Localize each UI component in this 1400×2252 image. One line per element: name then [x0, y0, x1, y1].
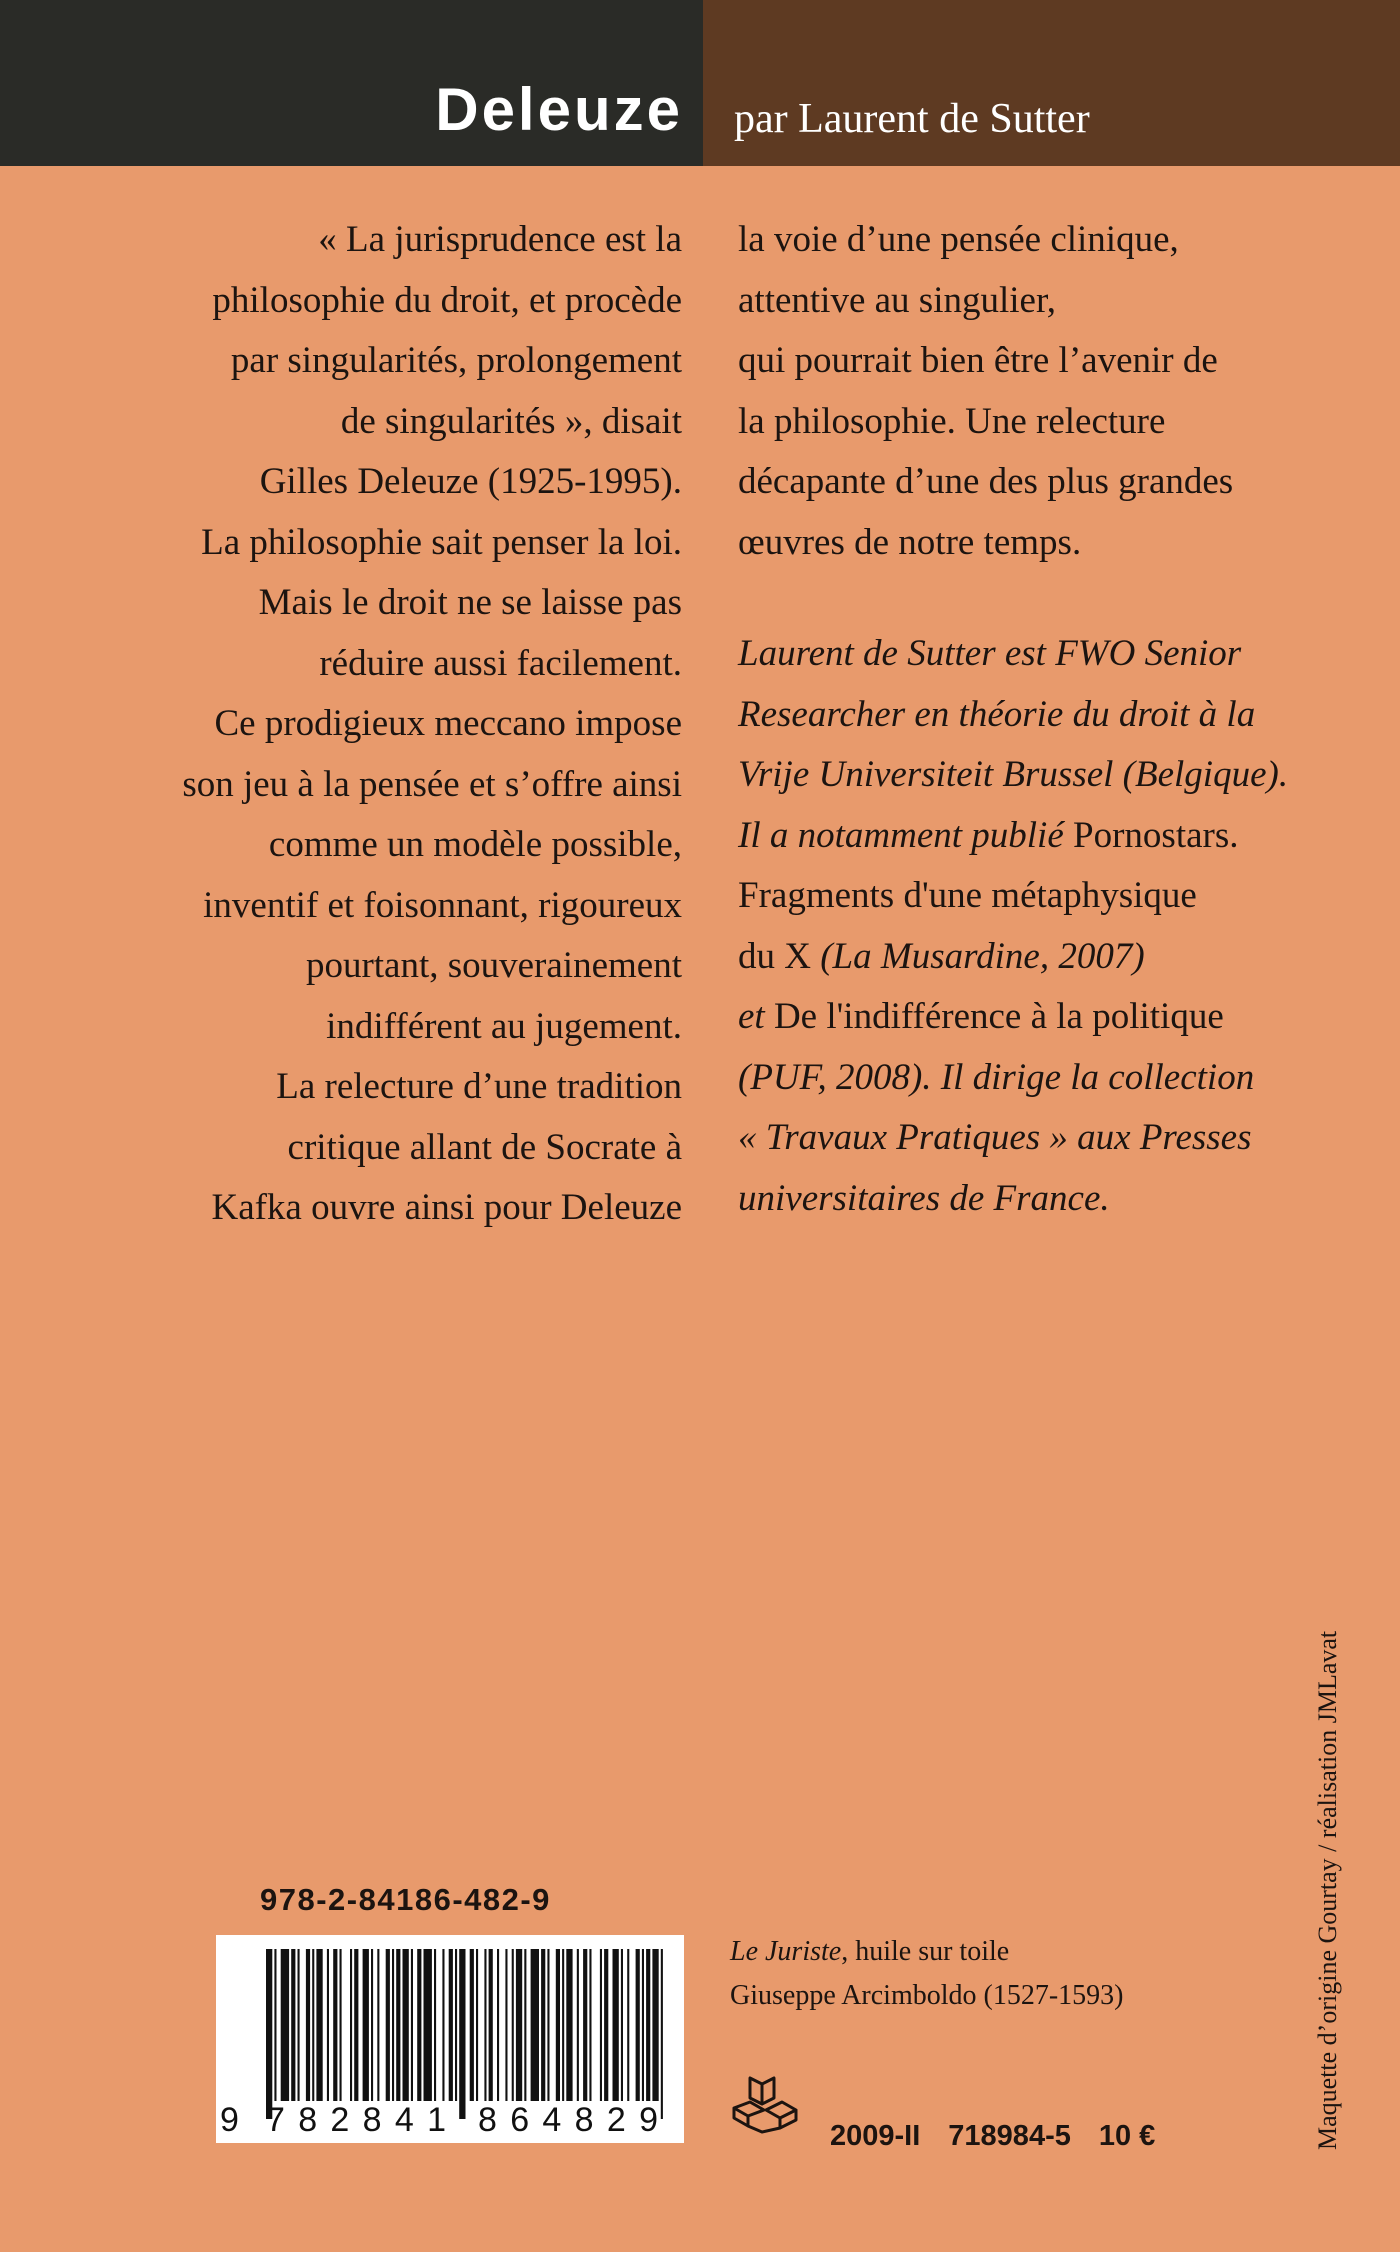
- barcode-bar: [470, 1949, 474, 2101]
- bio-line: [738, 806, 1338, 867]
- barcode-bar: [291, 1949, 295, 2101]
- barcode-bar: [512, 1949, 514, 2101]
- isbn-number: 978-2-84186-482-9: [260, 1882, 551, 1917]
- blurb-line: critique allant de Socrate à: [287, 1126, 682, 1168]
- blurb-line: pourtant, souverainement: [305, 945, 682, 986]
- bio-line: [738, 987, 1338, 1048]
- barcode-bar: [274, 1949, 276, 2101]
- barcode-bar: [621, 1949, 623, 2101]
- barcode-bar: [350, 1949, 352, 2101]
- blurb-line: de singularités », disait: [340, 400, 682, 442]
- blurb-line: la voie d’une pensée clinique,: [738, 219, 1179, 260]
- blurb-line: inventif et foisonnant, rigoureux: [203, 884, 682, 926]
- painting-artist: Giuseppe Arcimboldo (1527-1593): [730, 1980, 1124, 2011]
- blurb-line: comme un modèle possible,: [268, 824, 682, 865]
- author-byline: par Laurent de Sutter: [734, 96, 1090, 142]
- barcode-bar: [442, 1949, 444, 2101]
- edition-codes: [830, 2120, 1155, 2153]
- barcode-bar: [316, 1949, 322, 2101]
- barcode-bar: [531, 1949, 539, 2101]
- barcode-bar: [411, 1949, 413, 2101]
- header-right-block: [703, 0, 1400, 166]
- barcode-bar: [340, 1949, 342, 2101]
- stacked-books-logo-icon: [726, 2072, 804, 2147]
- barcode-bar: [266, 1949, 272, 2119]
- barcode-bar: [505, 1949, 507, 2101]
- header-left-block: [0, 0, 703, 166]
- barcode-bar: [306, 1949, 310, 2101]
- bio-book-title: Pornostars.: [1073, 814, 1239, 856]
- bio-fragment: Il a notamment publié: [738, 814, 1064, 856]
- barcode-bar: [424, 1949, 432, 2101]
- bio-line: (PUF, 2008). Il dirige la collection: [738, 1056, 1255, 1098]
- barcode-bar: [600, 1949, 602, 2101]
- barcode-bar: [354, 1949, 358, 2101]
- barcode-graphic: [216, 1935, 684, 2143]
- barcode-bar: [497, 1949, 499, 2101]
- barcode-bar: [661, 1949, 663, 2119]
- barcode: [216, 1935, 684, 2143]
- bio-line: universitaires de France.: [738, 1177, 1110, 1219]
- barcode-bar: [298, 1949, 300, 2101]
- barcode-bar: [396, 1949, 400, 2101]
- barcode-bar: [652, 1949, 658, 2101]
- barcode-bar: [646, 1949, 650, 2101]
- barcode-bar: [547, 1949, 549, 2101]
- barcode-bar: [566, 1949, 572, 2101]
- caption-line: [730, 1930, 1124, 1974]
- barcode-bar: [484, 1949, 486, 2101]
- barcode-bar: [371, 1949, 373, 2101]
- bio-line: Fragments d'une métaphysique: [738, 875, 1197, 916]
- header-band: [0, 0, 1400, 166]
- barcode-bar: [312, 1949, 314, 2101]
- barcode-bar: [489, 1949, 493, 2101]
- bio-fragment: du X: [738, 935, 811, 977]
- barcode-bar: [627, 1949, 629, 2101]
- bio-line: Laurent de Sutter est FWO Senior: [738, 633, 1242, 674]
- barcode-bar: [476, 1949, 478, 2101]
- blurb-line: réduire aussi facilement.: [319, 642, 682, 684]
- barcode-bar: [642, 1949, 644, 2101]
- bio-line: « Travaux Pratiques » aux Presses: [738, 1117, 1252, 1158]
- blurb-line: par singularités, prolongement: [230, 340, 682, 381]
- blurb-line: Mais le droit ne se laisse pas: [258, 582, 682, 623]
- edition-code: 2009-II: [830, 2120, 921, 2152]
- barcode-bar: [333, 1949, 337, 2101]
- reference-code: 718984-5: [948, 2120, 1071, 2152]
- blurb-left-column: [110, 210, 682, 1239]
- cover-image-caption: [730, 1930, 1124, 2018]
- blurb-line: Kafka ouvre ainsi pour Deleuze: [211, 1187, 682, 1228]
- bio-fragment: et: [738, 996, 765, 1037]
- barcode-bar: [613, 1949, 619, 2101]
- barcode-bar: [589, 1949, 591, 2101]
- blurb-line: attentive au singulier,: [738, 279, 1057, 321]
- blurb-line: Ce prodigieux meccano impose: [214, 703, 682, 744]
- barcode-bar: [577, 1949, 579, 2101]
- design-credits: Maquette d’origine Gourtay / réalisation JMLavat: [1313, 1630, 1342, 2150]
- blurb-line: indifférent au jugement.: [326, 1005, 682, 1047]
- barcode-bar: [459, 1949, 465, 2119]
- bio-publisher: (La Musardine, 2007): [820, 935, 1145, 977]
- bio-book-title: De l'indifférence à la politique: [773, 996, 1224, 1037]
- author-bio: [738, 624, 1338, 1229]
- book-title: Deleuze: [435, 76, 683, 143]
- bio-line: Vrije Universiteit Brussel (Belgique).: [738, 754, 1289, 795]
- barcode-bar: [386, 1949, 390, 2101]
- blurb-line: « La jurisprudence est la: [318, 219, 682, 260]
- barcode-bar: [377, 1949, 379, 2101]
- blurb-line: la philosophie. Une relecture: [738, 400, 1166, 442]
- painting-medium: , huile sur toile: [841, 1936, 1010, 1967]
- blurb-line: œuvres de notre temps.: [738, 521, 1082, 563]
- blurb-right-column: [738, 210, 1338, 1229]
- barcode-bar: [604, 1949, 608, 2101]
- blurb-line: décapante d’une des plus grandes: [738, 461, 1234, 502]
- barcode-bar: [392, 1949, 394, 2101]
- blurb-line: Gilles Deleuze (1925-1995).: [259, 461, 682, 502]
- barcode-bar: [449, 1949, 453, 2101]
- price: 10 €: [1098, 2120, 1156, 2152]
- barcode-bar: [403, 1949, 409, 2101]
- barcode-bar: [583, 1949, 587, 2101]
- barcode-bar: [556, 1949, 560, 2101]
- barcode-bar: [516, 1949, 522, 2101]
- barcode-bar: [562, 1949, 564, 2101]
- barcode-bar: [363, 1949, 369, 2101]
- barcode-first-digit: 9: [220, 2101, 239, 2139]
- barcode-bar: [524, 1949, 526, 2101]
- barcode-left-digits: 782841: [266, 2101, 446, 2139]
- blurb-line: son jeu à la pensée et s’offre ainsi: [182, 763, 682, 805]
- barcode-bar: [434, 1949, 436, 2101]
- painting-title: Le Juriste: [730, 1936, 842, 1967]
- blurb-line: philosophie du droit, et procède: [212, 279, 682, 321]
- barcode-bar: [417, 1949, 421, 2101]
- blurb-line: La philosophie sait penser la loi.: [201, 521, 682, 563]
- bio-line: Researcher en théorie du droit à la: [738, 693, 1256, 735]
- barcode-bars: [266, 1949, 663, 2119]
- barcode-bar: [281, 1949, 289, 2101]
- blurb-line: qui pourrait bien être l’avenir de: [738, 340, 1218, 381]
- bio-line: [738, 927, 1338, 988]
- blurb-line: La relecture d’une tradition: [276, 1066, 682, 1107]
- barcode-bar: [327, 1949, 329, 2101]
- barcode-bar: [636, 1949, 640, 2101]
- barcode-bar: [455, 1949, 457, 2101]
- barcode-bar: [541, 1949, 545, 2101]
- barcode-right-digits: 864829: [478, 2101, 658, 2139]
